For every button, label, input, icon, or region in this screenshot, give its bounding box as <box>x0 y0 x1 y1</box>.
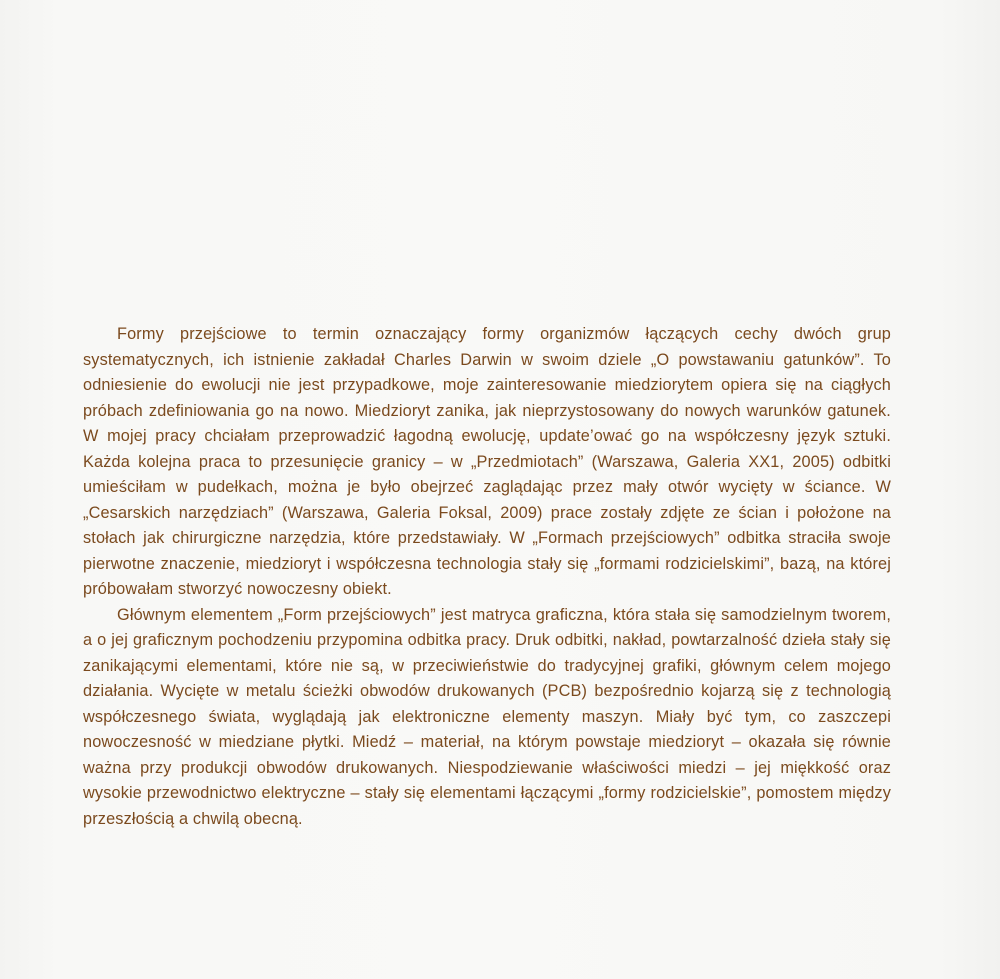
paragraph-2: Głównym elementem „Form przejściowych” jest matryca graficzna, która stała się samodzielnym tworem, a o jej graficznym pochodzeniu przypomina odbitka pracy. Druk odbitki, nakład, powtarzalność dzieła stały się zanikającymi elementami, które nie są, w przeciwieństwie do tradycyjnej grafiki, głównym celem mojego działania. Wycięte w metalu ścieżki obwodów drukowanych (PCB) bezpośrednio kojarzą się z technologią współczesnego świata, wyglądają jak elektroniczne elementy maszyn. Miały być tym, co zaszczepi nowoczesność w miedziane płytki. Miedź – materiał, na którym powstaje miedzioryt – okazała się równie ważna przy produkcji obwodów drukowanych. Niespodziewanie właściwości miedzi – jej miękkość oraz wysokie przewodnictwo elektryczne – stały się elementami łączącymi „formy rodzicielskie”, pomostem między przeszłością a chwilą obecną. <box>83 605 891 828</box>
body-text <box>83 322 891 832</box>
paragraph-1: Formy przejściowe to termin oznaczający formy organizmów łączących cechy dwóch grup systematycznych, ich istnienie zakładał Charles Darwin w swoim dziele „O powstawaniu gatunków”. To odniesienie do ewolucji nie jest przypadkowe, moje zainteresowanie miedziorytem opiera się na ciągłych próbach zdefiniowania go na nowo. Miedzioryt zanika, jak nieprzystosowany do nowych warunków gatunek. W mojej pracy chciałam przeprowadzić łagodną ewolucję, update’ować go na współczesny język sztuki. Każda kolejna praca to przesunięcie granicy – w „Przedmiotach” (Warszawa, Galeria XX1, 2005) odbitki umieściłam w pudełkach, można je było obejrzeć zaglądając przez mały otwór wycięty w ściance. W „Cesarskich narzędziach” (Warszawa, Galeria Foksal, 2009) prace zostały zdjęte ze ścian i położone na stołach jak chirurgiczne narzędzia, które przedstawiały. W „Formach przejściowych” odbitka straciła swoje pierwotne znaczenie, miedzioryt i współczesna technologia stały się „formami rodzicielskimi”, bazą, na której próbowałam stworzyć nowoczesny obiekt. <box>83 325 891 598</box>
